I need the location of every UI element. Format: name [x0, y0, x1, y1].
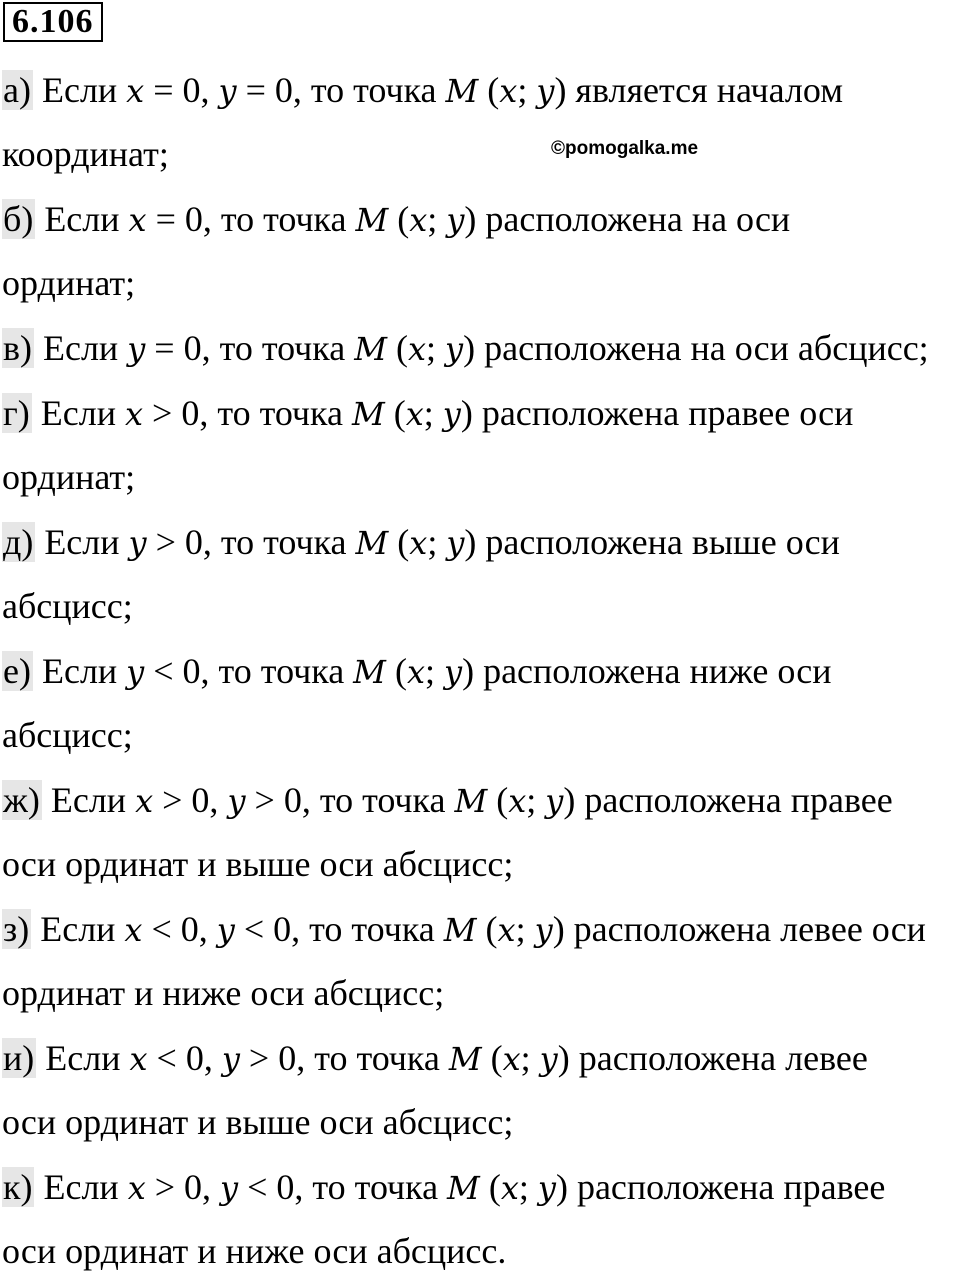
text-segment: ) расположена выше оси — [464, 522, 840, 562]
math-variable: y — [446, 201, 465, 239]
text-segment: ; — [517, 70, 537, 110]
text-segment: < 0, то точка — [144, 651, 354, 691]
text-segment: ; — [427, 199, 447, 239]
text-segment: < 0, — [142, 909, 217, 949]
math-variable: M — [354, 330, 387, 368]
text-segment: ) расположена правее оси — [460, 393, 854, 433]
solution-line — [2, 519, 840, 566]
text-segment: ( — [481, 1038, 503, 1078]
math-variable: M — [355, 524, 389, 562]
math-variable: x — [409, 201, 428, 239]
math-variable: M — [448, 1040, 482, 1078]
text-segment: ) расположена правее — [563, 780, 893, 820]
solution-line — [2, 1035, 868, 1082]
text-segment: ; — [426, 328, 446, 368]
text-segment: оси ординат и выше оси абсцисс; — [2, 844, 514, 884]
watermark: ©pomogalka.me — [551, 138, 699, 159]
item-label: г) — [3, 393, 30, 433]
math-variable: y — [537, 1169, 556, 1207]
solution-line — [2, 67, 843, 114]
math-variable: x — [409, 524, 428, 562]
text-segment: ( — [479, 1167, 501, 1207]
math-variable: x — [129, 1040, 148, 1078]
item-label: б) — [3, 199, 34, 239]
solution-line — [2, 777, 893, 824]
text-segment: координат; — [2, 134, 169, 174]
item-label: в) — [3, 328, 32, 368]
text-segment: ) является началом — [554, 70, 843, 110]
item-label: и) — [3, 1038, 35, 1078]
math-variable: x — [406, 653, 425, 691]
solution-line — [2, 906, 926, 953]
math-variable: y — [545, 782, 564, 820]
text-segment: ; — [518, 1167, 538, 1207]
text-segment: ) расположена на оси абсцисс; — [463, 328, 929, 368]
math-variable: y — [539, 1040, 558, 1078]
text-segment: абсцисс; — [2, 586, 133, 626]
text-segment: > 0, то точка — [146, 522, 356, 562]
solution-line — [2, 260, 135, 306]
text-segment: Если — [35, 199, 129, 239]
text-segment: ( — [388, 522, 410, 562]
math-variable: x — [127, 1169, 146, 1207]
math-variable: y — [127, 330, 146, 368]
math-variable: y — [126, 653, 145, 691]
item-label: ж) — [3, 780, 40, 820]
text-segment: > 0, то точка — [245, 780, 455, 820]
solution-line — [2, 712, 133, 758]
math-variable: x — [508, 782, 527, 820]
text-segment: ординат; — [2, 457, 136, 497]
math-variable: M — [454, 782, 488, 820]
solution-line — [2, 583, 133, 629]
solution-line — [2, 970, 444, 1016]
text-segment: ) расположена на оси — [464, 199, 791, 239]
solution-line — [2, 648, 832, 695]
math-variable: x — [499, 72, 518, 110]
text-segment: оси ординат и ниже оси абсцисс. — [2, 1231, 507, 1271]
text-segment: = 0, то точка — [145, 328, 355, 368]
math-variable: M — [355, 201, 389, 239]
text-segment: ) расположена правее — [555, 1167, 886, 1207]
text-segment: < 0, то точка — [238, 1167, 448, 1207]
math-variable: M — [443, 911, 477, 949]
text-segment: абсцисс; — [2, 715, 133, 755]
text-segment: ; — [515, 909, 535, 949]
text-segment: ( — [386, 328, 408, 368]
text-segment: ) расположена левее — [557, 1038, 868, 1078]
text-segment: > 0, — [153, 780, 228, 820]
text-segment: Если — [32, 70, 127, 110]
math-variable: x — [407, 330, 427, 368]
solution-line — [2, 1228, 506, 1274]
text-segment: Если — [31, 909, 125, 949]
text-segment: ) расположена левее оси — [552, 909, 926, 949]
math-variable: y — [128, 524, 147, 562]
math-variable: x — [128, 201, 147, 239]
text-segment: < 0, — [147, 1038, 222, 1078]
math-variable: x — [502, 1040, 521, 1078]
text-segment: Если — [35, 522, 129, 562]
text-segment: = 0, — [144, 70, 219, 110]
text-segment: ( — [385, 651, 407, 691]
text-segment: Если — [36, 1038, 130, 1078]
text-segment: ординат; — [2, 263, 136, 303]
math-variable: y — [444, 653, 463, 691]
text-segment: ( — [476, 909, 498, 949]
math-variable: y — [221, 1040, 240, 1078]
solution-line — [2, 196, 790, 243]
text-segment: > 0, то точка — [239, 1038, 449, 1078]
text-segment: ( — [388, 199, 410, 239]
math-variable: y — [227, 782, 246, 820]
text-segment: оси ординат и выше оси абсцисс; — [2, 1102, 514, 1142]
text-segment: ; — [423, 393, 443, 433]
text-segment: ; — [427, 522, 447, 562]
text-segment: Если — [34, 328, 128, 368]
math-variable: y — [534, 911, 553, 949]
math-variable: M — [447, 1169, 480, 1207]
text-segment: > 0, — [145, 1167, 221, 1207]
math-variable: y — [446, 524, 465, 562]
math-variable: y — [218, 72, 237, 110]
item-label: е) — [3, 651, 31, 691]
text-segment: = 0, то точка — [146, 199, 356, 239]
text-segment: ) расположена ниже оси — [462, 651, 832, 691]
math-variable: x — [405, 395, 424, 433]
solution-line — [2, 1099, 513, 1145]
text-segment: < 0, то точка — [234, 909, 444, 949]
solution-line — [2, 390, 853, 437]
text-segment: Если — [32, 651, 127, 691]
solution-line — [2, 1164, 885, 1211]
solution-line — [2, 325, 929, 372]
item-label: к) — [3, 1167, 33, 1207]
text-segment: Если — [31, 393, 125, 433]
math-variable: x — [497, 911, 516, 949]
text-segment: ( — [384, 393, 406, 433]
solution-line — [2, 454, 135, 500]
item-label: а) — [3, 70, 31, 110]
math-variable: y — [220, 1169, 239, 1207]
solution-line — [2, 131, 169, 177]
solution-line — [2, 841, 513, 887]
text-segment: ( — [487, 780, 509, 820]
math-variable: x — [124, 911, 143, 949]
text-segment: ( — [478, 70, 500, 110]
text-segment: ординат и ниже оси абсцисс; — [2, 973, 445, 1013]
math-variable: y — [216, 911, 235, 949]
math-variable: x — [135, 782, 154, 820]
item-label: д) — [3, 522, 34, 562]
math-variable: x — [124, 395, 144, 433]
text-segment: = 0, то точка — [236, 70, 446, 110]
text-segment: Если — [41, 780, 136, 820]
text-segment: > 0, то точка — [143, 393, 352, 433]
problem-number: 6.106 — [3, 2, 103, 42]
math-variable: x — [500, 1169, 519, 1207]
math-variable: y — [445, 330, 464, 368]
math-variable: x — [126, 72, 145, 110]
text-segment: Если — [34, 1167, 128, 1207]
math-variable: M — [353, 653, 386, 691]
text-segment: ; — [424, 651, 444, 691]
math-variable: y — [536, 72, 555, 110]
math-variable: M — [445, 72, 479, 110]
text-segment: ; — [526, 780, 546, 820]
math-variable: M — [351, 395, 385, 433]
math-variable: y — [442, 395, 461, 433]
item-label: з) — [3, 909, 30, 949]
text-segment: ; — [520, 1038, 540, 1078]
